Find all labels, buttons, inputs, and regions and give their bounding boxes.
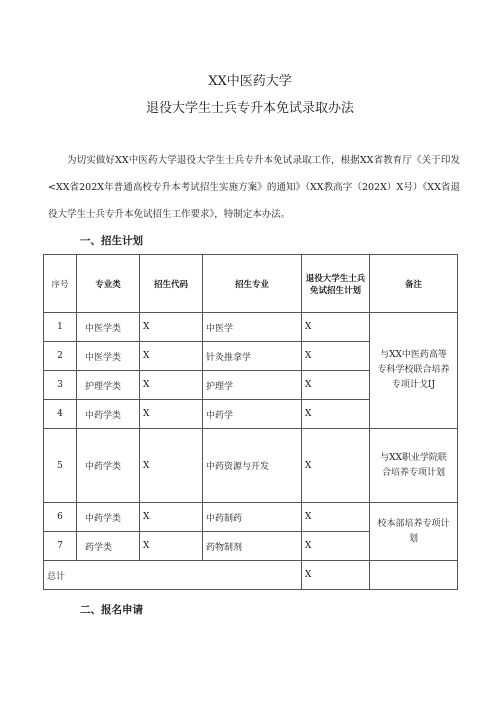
header-remark: 备注 [370, 255, 458, 313]
header-no: 序号 [44, 255, 77, 313]
cell-no: 2 [44, 342, 77, 371]
cell-major: 针灸推拿学 [203, 342, 302, 371]
cell-code: X [140, 371, 203, 400]
document-subtitle: 退役大学生士兵专升本免试录取办法 [145, 101, 354, 116]
table-header-row [44, 255, 458, 313]
cell-major: 中药制药 [203, 503, 302, 532]
cell-code: X [140, 429, 203, 503]
cell-remark-group1: 与XX中医药高等专科学校联合培养专项计戈IJ [370, 313, 458, 429]
table-row [44, 429, 458, 503]
header-major: 招生专业 [203, 255, 302, 313]
cell-no: 5 [44, 429, 77, 503]
enrollment-plan-table [43, 254, 458, 590]
cell-major: 中药资源与开发 [203, 429, 302, 503]
header-plan: 退役大学生士兵免试招生计划 [302, 255, 370, 313]
table-row [44, 503, 458, 532]
cell-code: X [140, 532, 203, 561]
cell-code: X [140, 503, 203, 532]
cell-major: 药物制剂 [203, 532, 302, 561]
header-code: 招生代码 [140, 255, 203, 313]
cell-plan: X [302, 400, 370, 429]
cell-plan: X [302, 503, 370, 532]
document-title: XX中医药大学 [208, 74, 292, 89]
cell-plan: X [302, 532, 370, 561]
cell-plan: X [302, 313, 370, 342]
cell-category: 中药学类 [77, 503, 140, 532]
cell-remark-group2: 与XX职业学院联合培养专项计划 [370, 429, 458, 503]
total-value: X [302, 561, 370, 590]
total-label: 总计 [44, 561, 302, 590]
table-total-row [44, 561, 458, 590]
cell-code: X [140, 313, 203, 342]
cell-code: X [140, 342, 203, 371]
cell-plan: X [302, 429, 370, 503]
cell-no: 1 [44, 313, 77, 342]
section-heading-application: 二、报名申请 [80, 604, 143, 616]
cell-no: 7 [44, 532, 77, 561]
cell-plan: X [302, 342, 370, 371]
total-remark-empty [370, 561, 458, 590]
cell-category: 中医学类 [77, 342, 140, 371]
section-heading-plan: 一、招生计划 [80, 235, 143, 247]
cell-plan: X [302, 371, 370, 400]
cell-category: 中药学类 [77, 429, 140, 503]
cell-category: 中药学类 [77, 400, 140, 429]
cell-remark-group3: 校本部培养专项计划 [370, 503, 458, 561]
header-category: 专业类 [77, 255, 140, 313]
cell-category: 护理学类 [77, 371, 140, 400]
cell-category: 中医学类 [77, 313, 140, 342]
cell-major: 中药学 [203, 400, 302, 429]
cell-code: X [140, 400, 203, 429]
cell-no: 3 [44, 371, 77, 400]
cell-no: 6 [44, 503, 77, 532]
cell-no: 4 [44, 400, 77, 429]
cell-category: 药学类 [77, 532, 140, 561]
cell-major: 护理学 [203, 371, 302, 400]
cell-major: 中医学 [203, 313, 302, 342]
intro-paragraph: 为切实做好XX中医药大学退役大学生士兵专升本免试录取工作，根据XX省教育厅《关于印发<XX省202X年普通高校专升本考试招生实施方案》的通知》（XX教高字（202X）X号）《XX省退役大学生士兵专升本免试招生工作要求》，特制定本办法。 [48, 155, 460, 220]
table-row [44, 313, 458, 342]
